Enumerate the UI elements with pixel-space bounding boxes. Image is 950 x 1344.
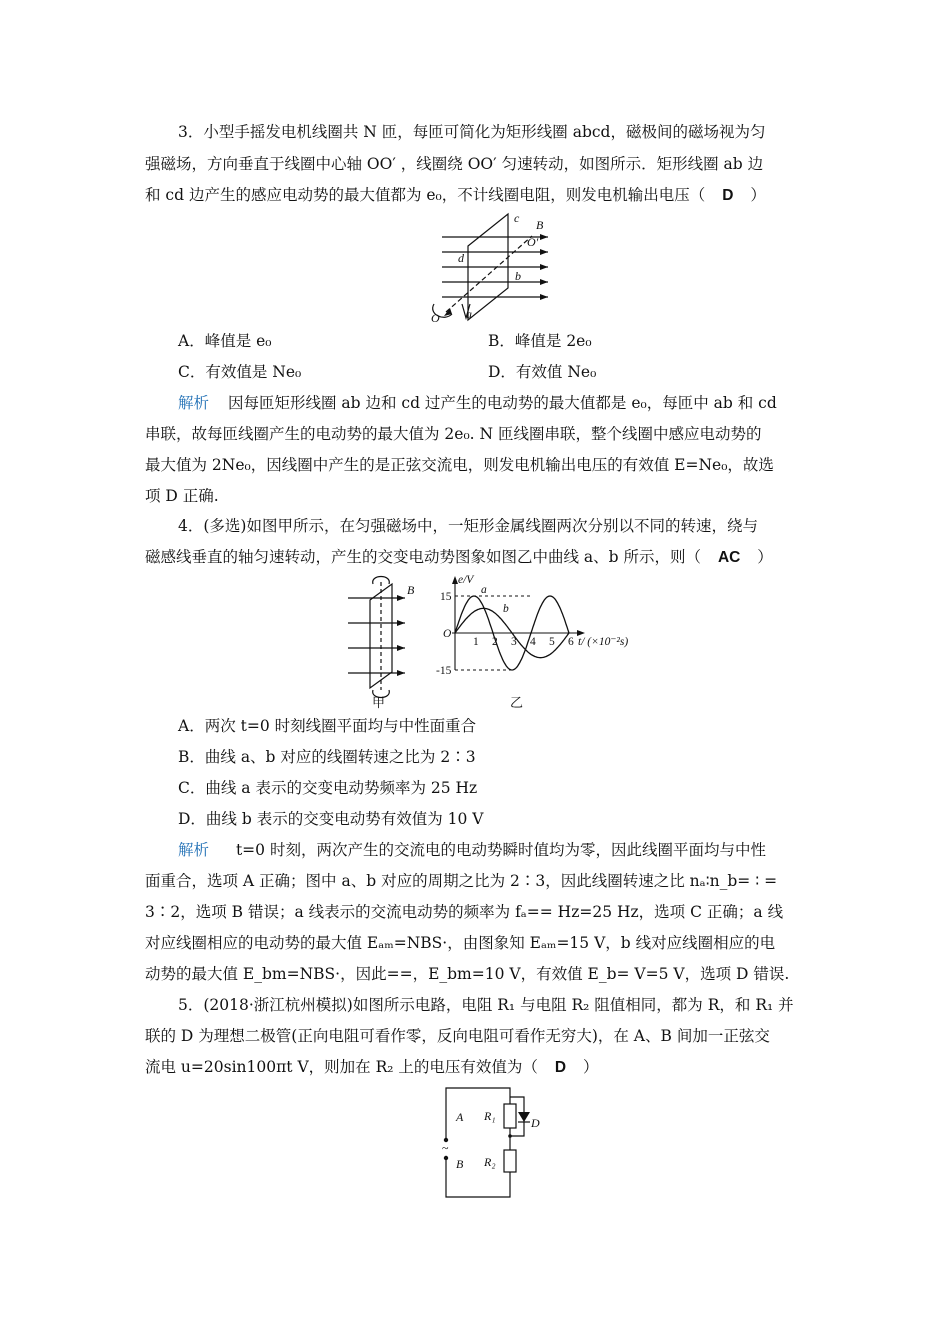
q3-fig-label-O: O [431, 311, 440, 325]
q4-analysis-line-4: 对应线圈相应的电动势的最大值 Eₐₘ=NBS·，由图象知 Eₐₘ=15 V，b 线对应线圈相应的电 [145, 934, 776, 952]
q5-label-B: B [456, 1157, 464, 1171]
q4-option-c: C．曲线 a 表示的交变电动势频率为 25 Hz [178, 779, 478, 797]
q4-line-1: 4．(多选)如图甲所示，在匀强磁场中，一矩形金属线圈两次分别以不同的转速，绕与 [178, 517, 758, 535]
q3-analysis-line-2: 串联，故每匝线圈产生的电动势的最大值为 2e₀. N 匝线圈串联，整个线圈中感应电动势的 [145, 425, 762, 443]
q5-terminal-b [444, 1156, 448, 1160]
q5-label-A: A [456, 1110, 464, 1124]
q3-fig-label-d: d [458, 251, 464, 265]
q3-analysis-line-4: 项 D 正确. [145, 487, 219, 505]
q3-option-a: A．峰值是 e₀ [178, 332, 272, 350]
q5-junction [508, 1134, 512, 1138]
q4-x-tick-2: 2 [492, 636, 498, 648]
q4-x-tick-4: 4 [530, 636, 536, 648]
q3-analysis-text-1: 因每匝矩形线圈 ab 边和 cd 过产生的电动势的最大值都是 e₀，每匝中 ab 和 cd [227, 394, 777, 412]
q4-x-tick-5: 5 [549, 636, 555, 648]
q4-fig-label-jia: 甲 [372, 695, 386, 710]
q4-answer: AC [717, 549, 741, 566]
q5-label-R2: R₂ [484, 1155, 496, 1169]
q3-analysis-label: 解析 [178, 394, 210, 412]
q3-fig-label-a: a [466, 307, 472, 321]
q3-answer: D [722, 187, 734, 204]
q3-close-paren: ） [750, 186, 766, 204]
q3-option-c: C．有效值是 Ne₀ [178, 363, 302, 381]
q5-line-2: 联的 D 为理想二极管(正向电阻可看作零，反向电阻可看作无穷大)，在 A、B 间加一正弦交 [145, 1027, 770, 1045]
q4-analysis-text-1: t=0 时刻，两次产生的交流电的电动势瞬时值均为零，因此线圈平面均与中性 [235, 841, 766, 859]
q4-y-bottom: -15 [436, 665, 452, 677]
q5-label-tilde: ~ [442, 1141, 449, 1155]
q5-label-D: D [531, 1116, 540, 1130]
q5-close-paren: ） [582, 1058, 599, 1076]
q4-curve-b-label: b [503, 603, 509, 615]
q4-option-b: B．曲线 a、b 对应的线圈转速之比为 2∶3 [178, 748, 476, 766]
q4-yaxis-label: e/V [458, 574, 474, 586]
q4-fig-label-yi: 乙 [510, 695, 524, 710]
q3-line-3-text: 和 cd 边产生的感应电动势的最大值都为 e₀，不计线圈电阻，则发电机输出电压（ [145, 186, 706, 204]
q4-analysis-line-5: 动势的最大值 E_bm=NBS·，因此==，E_bm=10 V，有效值 E_b= V=5 V，选项 D 错误. [145, 965, 790, 983]
q4-line-2-text: 磁感线垂直的轴匀速转动，产生的交变电动势图象如图乙中曲线 a、b 所示，则（ [145, 548, 702, 566]
q4-origin: O [443, 628, 452, 640]
q4-x-tick-6: 6 [568, 636, 574, 648]
q3-analysis-line-3: 最大值为 2Ne₀，因线圈中产生的是正弦交流电，则发电机输出电压的有效值 E=Ne₀，故选 [145, 456, 774, 474]
q4-analysis-line-2: 面重合，选项 A 正确；图中 a、b 对应的周期之比为 2∶3，因此线圈转速之比 nₐ∶n_b= ∶ = [145, 872, 778, 890]
q4-analysis-label: 解析 [178, 841, 210, 859]
q3-fig-label-b: b [515, 269, 521, 283]
q4-option-d: D．曲线 b 表示的交变电动势有效值为 10 V [178, 810, 484, 828]
q4-x-tick-1: 1 [473, 636, 479, 648]
q3-line-2: 强磁场，方向垂直于线圈中心轴 OO′ ，线圈绕 OO′ 匀速转动，如图所示．矩形线圈 ab 边 [145, 155, 764, 173]
q3-fig-label-c: c [514, 211, 520, 225]
q3-fig-label-oprime: O′ [527, 235, 539, 249]
q5-line-3-text: 流电 u=20sin100πt V，则加在 R₂ 上的电压有效值为（ [145, 1058, 538, 1076]
q4-curve-a-label: a [481, 584, 487, 596]
q4-xaxis-label: t/ (×10⁻²s) [578, 636, 629, 648]
q3-line-1: 3．小型手摇发电机线圈共 N 匝，每匝可简化为矩形线圈 abcd，磁极间的磁场视为匀 [178, 123, 766, 141]
q4-option-a: A．两次 t=0 时刻线圈平面均与中性面重合 [178, 717, 477, 735]
q3-fig-label-B: B [536, 218, 544, 232]
q4-close-paren: ） [757, 548, 773, 566]
q4-x-tick-3: 3 [511, 636, 517, 648]
q3-option-b: B．峰值是 2e₀ [488, 332, 592, 350]
q4-y-top: 15 [440, 591, 452, 603]
q5-answer: D [554, 1059, 567, 1076]
q5-label-R1: R₁ [484, 1109, 496, 1123]
q5-line-1: 5．(2018·浙江杭州模拟)如图所示电路，电阻 R₁ 与电阻 R₂ 阻值相同，都为 R，和 R₁ 并 [178, 996, 794, 1014]
q4-analysis-line-3: 3∶2，选项 B 错误；a 线表示的交流电动势的频率为 fₐ== Hz=25 Hz，选项 C 正确；a 线 [145, 903, 784, 921]
q3-option-d: D．有效值 Ne₀ [488, 363, 597, 381]
q4-fig-label-B: B [407, 583, 415, 597]
